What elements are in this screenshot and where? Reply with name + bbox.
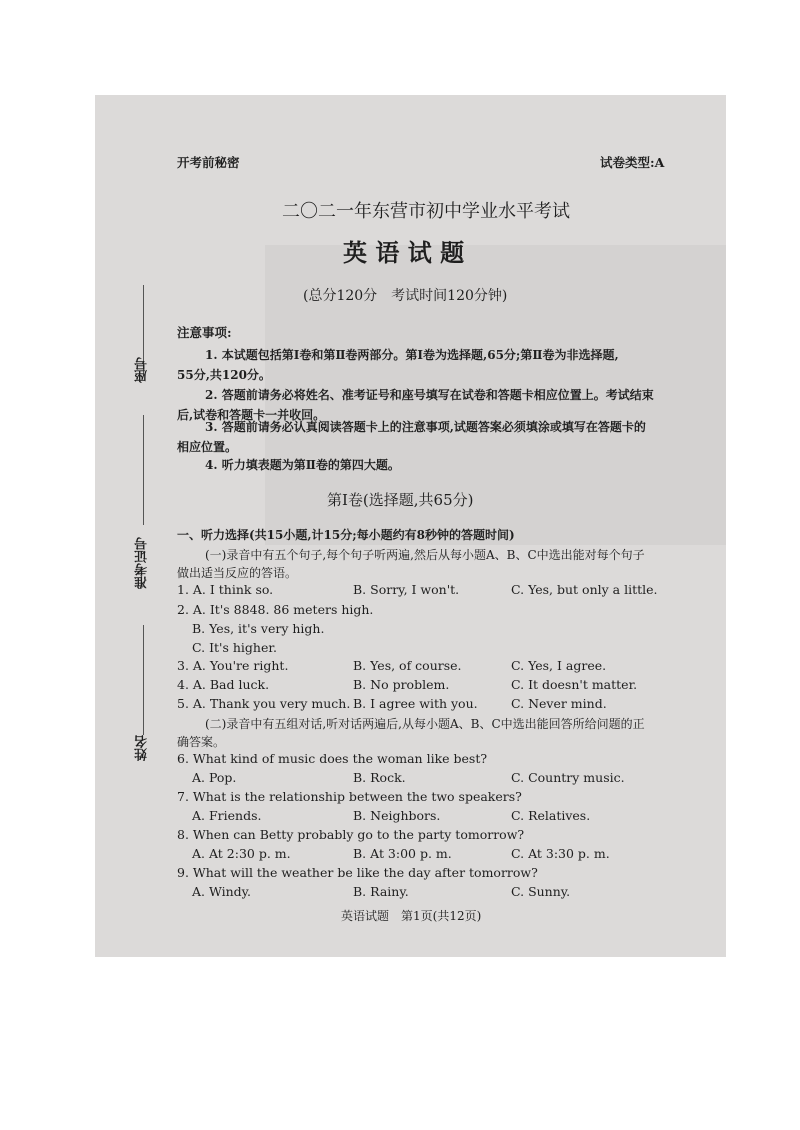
q8-option-b: B. At 3:00 p. m. (353, 846, 452, 861)
q6-option-c: C. Country music. (511, 770, 625, 785)
q6-option-b: B. Rock. (353, 770, 406, 785)
q3-option-c: C. Yes, I agree. (511, 658, 607, 673)
q6-stem: 6. What kind of music does the woman like best? (177, 751, 488, 766)
q9-option-b: B. Rainy. (353, 884, 409, 899)
name-label: 姓名 (135, 735, 150, 761)
q8-option-c: C. At 3:30 p. m. (511, 846, 610, 861)
q7-option-b: B. Neighbors. (353, 808, 441, 823)
notice-item: 相应位置。 (177, 440, 238, 454)
q1-option-c: C. Yes, but only a little. (511, 582, 658, 597)
notice-item: 55分,共120分。 (177, 368, 271, 382)
q5-option-c: C. Never mind. (511, 696, 607, 711)
q2-option-b: B. Yes, it's very high. (192, 621, 325, 636)
seat-label: 座号 (135, 357, 150, 383)
q4-option-b: B. No problem. (353, 677, 450, 692)
q5-option-b: B. I agree with you. (353, 696, 478, 711)
sub1-instruction: 做出适当反应的答语。 (177, 566, 298, 580)
notice-item: 4. 听力填表题为第Ⅱ卷的第四大题。 (205, 458, 400, 472)
q9-option-a: A. Windy. (192, 884, 252, 899)
notice-item: 后,试卷和答题卡一并收回。 (177, 408, 326, 422)
q1-option-a: 1. A. I think so. (177, 582, 274, 597)
exam-paper (95, 95, 726, 957)
q7-stem: 7. What is the relationship between the two speakers? (177, 789, 522, 804)
notice-item: 3. 答题前请务必认真阅读答题卡上的注意事项,试题答案必须填涂或填写在答题卡的 (205, 420, 646, 434)
photographed-page (95, 95, 726, 957)
q6-option-a: A. Pop. (192, 770, 237, 785)
secret-label: 开考前秘密 (177, 155, 240, 170)
q9-option-c: C. Sunny. (511, 884, 571, 899)
ticket-line (143, 415, 144, 525)
exam-info: (总分120分 考试时间120分钟) (303, 288, 508, 304)
q4-option-a: 4. A. Bad luck. (177, 677, 270, 692)
exam-title: 二〇二一年东营市初中学业水平考试 (282, 201, 570, 222)
q7-option-a: A. Friends. (192, 808, 262, 823)
ticket-label: 准考证号 (135, 537, 150, 589)
sub1-instruction: (一)录音中有五个句子,每个句子听两遍,然后从每小题A、B、C中选出能对每个句子 (205, 548, 645, 562)
q2-option-a: 2. A. It's 8848. 86 meters high. (177, 602, 374, 617)
notice-item: 1. 本试题包括第Ⅰ卷和第Ⅱ卷两部分。第Ⅰ卷为选择题,65分;第Ⅱ卷为非选择题, (205, 348, 619, 362)
paper-type-label: 试卷类型:A (600, 155, 665, 170)
q8-stem: 8. When can Betty probably go to the party tomorrow? (177, 827, 525, 842)
q9-stem: 9. What will the weather be like the day after tomorrow? (177, 865, 538, 880)
q7-option-c: C. Relatives. (511, 808, 591, 823)
q3-option-b: B. Yes, of course. (353, 658, 462, 673)
sub2-instruction: 确答案。 (177, 735, 226, 749)
sub2-instruction: (二)录音中有五组对话,听对话两遍后,从每小题A、B、C中选出能回答所给问题的正 (205, 717, 645, 731)
name-line (143, 625, 144, 735)
notice-item: 2. 答题前请务必将姓名、准考证号和座号填写在试卷和答题卡相应位置上。考试结束 (205, 388, 654, 402)
q8-option-a: A. At 2:30 p. m. (192, 846, 291, 861)
notice-heading: 注意事项: (177, 325, 232, 340)
page-footer: 英语试题 第1页(共12页) (341, 909, 482, 923)
q4-option-c: C. It doesn't matter. (511, 677, 638, 692)
subject-title: 英 语 试 题 (343, 238, 465, 267)
section1-title: 一、听力选择(共15小题,计15分;每小题约有8秒钟的答题时间) (177, 528, 515, 542)
q3-option-a: 3. A. You're right. (177, 658, 289, 673)
part1-title: 第Ⅰ卷(选择题,共65分) (327, 491, 474, 509)
q2-option-c: C. It's higher. (192, 640, 277, 655)
q5-option-a: 5. A. Thank you very much. (177, 696, 351, 711)
q1-option-b: B. Sorry, I won't. (353, 582, 460, 597)
